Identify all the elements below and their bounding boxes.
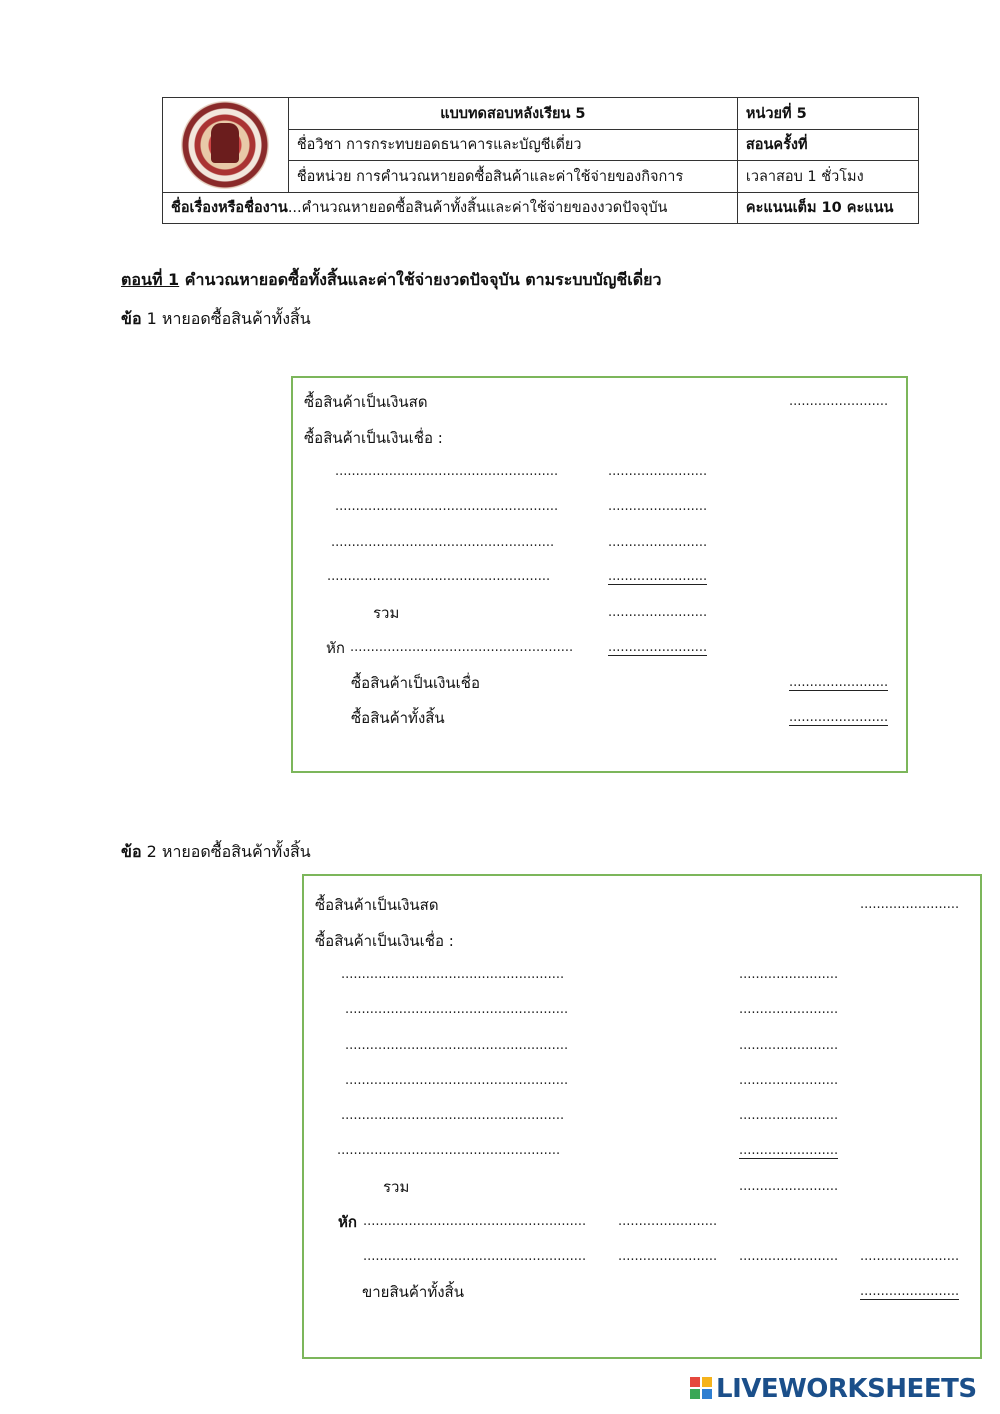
q2-less-label: หัก (338, 1213, 357, 1231)
q2-adjust-amount-1[interactable]: ........................ (618, 1249, 718, 1264)
part-label: ตอนที่ 1 (121, 270, 180, 289)
teaching-session: สอนครั้งที่ (737, 129, 918, 161)
q1-total-amount[interactable]: ........................ (608, 605, 708, 620)
q2-credit-item-2[interactable]: ...................................................... (345, 1002, 569, 1017)
q1-credit-amount-2[interactable]: ........................ (608, 499, 708, 514)
q2-label: ข้อ (121, 842, 142, 861)
topic-text: ...คำนวณหายอดซื้อสินค้าทั้งสิ้นและค่าใช้จ่ายของงวดปัจจุบัน (287, 200, 668, 217)
q1-credit-purchase-result-amount[interactable]: ........................ (789, 675, 889, 690)
q2-adjust-amount-3[interactable]: ........................ (860, 1249, 960, 1264)
q2-credit-amount-5[interactable]: ........................ (739, 1108, 839, 1123)
q1-credit-amount-3[interactable]: ........................ (608, 535, 708, 550)
q2-total-label: รวม (383, 1178, 410, 1196)
header-table (162, 97, 919, 224)
q2-credit-purchase-label: ซื้อสินค้าเป็นเงินเชื่อ : (315, 932, 454, 950)
full-score: คะแนนเต็ม 10 คะแนน (737, 192, 918, 224)
q2-less-item[interactable]: ...................................................... (363, 1214, 587, 1229)
q2-total-amount[interactable]: ........................ (739, 1179, 839, 1194)
subject-name: ชื่อวิชา การกระทบยอดธนาคารและบัญชีเดี่ยว (288, 129, 737, 161)
liveworksheets-mark-icon (690, 1377, 712, 1399)
q1-credit-item-3[interactable]: ...................................................... (331, 535, 555, 550)
part-text: คำนวณหายอดซื้อทั้งสิ้นและค่าใช้จ่ายงวดปัจจุบัน ตามระบบบัญชีเดี่ยว (179, 270, 662, 289)
q2-credit-amount-2[interactable]: ........................ (739, 1002, 839, 1017)
unit-name: ชื่อหน่วย การคำนวณหายอดซื้อสินค้าและค่าใช้จ่ายของกิจการ (288, 161, 737, 193)
q2-less-amount[interactable]: ........................ (618, 1214, 718, 1229)
q1-credit-amount-4[interactable]: ........................ (608, 569, 708, 584)
q1-credit-purchase-result-label: ซื้อสินค้าเป็นเงินเชื่อ (351, 674, 480, 692)
q2-credit-item-4[interactable]: ...................................................... (345, 1073, 569, 1088)
q1-credit-item-2[interactable]: ...................................................... (335, 499, 559, 514)
q2-credit-amount-6[interactable]: ........................ (739, 1143, 839, 1158)
q1-total-label: รวม (373, 604, 400, 622)
q1-credit-item-4[interactable]: ...................................................... (327, 569, 551, 584)
q1-heading (121, 307, 311, 332)
q1-less-label: หัก (326, 639, 345, 657)
q2-cash-purchase-amount[interactable]: ........................ (860, 897, 960, 912)
q2-credit-amount-3[interactable]: ........................ (739, 1038, 839, 1053)
liveworksheets-logo (690, 1374, 977, 1404)
part-heading (121, 268, 662, 293)
q2-adjust-amount-2[interactable]: ........................ (739, 1249, 839, 1264)
q1-label: ข้อ (121, 309, 142, 328)
q1-credit-purchase-label: ซื้อสินค้าเป็นเงินเชื่อ : (304, 429, 443, 447)
topic-label: ชื่อเรื่องหรือชื่องาน (171, 200, 288, 217)
q2-adjust-item[interactable]: ...................................................... (363, 1249, 587, 1264)
exam-time: เวลาสอบ 1 ชั่วโมง (737, 161, 918, 193)
q2-credit-amount-4[interactable]: ........................ (739, 1073, 839, 1088)
q2-text: 2 หายอดซื้อสินค้าทั้งสิ้น (141, 842, 311, 861)
q2-credit-item-6[interactable]: ...................................................... (337, 1143, 561, 1158)
q1-credit-amount-1[interactable]: ........................ (608, 464, 708, 479)
q1-cash-purchase-label: ซื้อสินค้าเป็นเงินสด (304, 393, 428, 411)
q2-total-sales-label: ขายสินค้าทั้งสิ้น (362, 1283, 464, 1301)
q2-credit-item-5[interactable]: ...................................................... (341, 1108, 565, 1123)
liveworksheets-wordmark: LIVEWORKSHEETS (716, 1374, 977, 1404)
q2-total-sales-amount[interactable]: ........................ (860, 1284, 960, 1299)
college-seal-logo (181, 101, 269, 189)
q1-cash-purchase-amount[interactable]: ........................ (789, 394, 889, 409)
q2-credit-item-1[interactable]: ...................................................... (341, 967, 565, 982)
q1-credit-item-1[interactable]: ...................................................... (335, 464, 559, 479)
exam-title: แบบทดสอบหลังเรียน 5 (288, 98, 737, 130)
q1-total-purchase-label: ซื้อสินค้าทั้งสิ้น (351, 709, 445, 727)
unit-number: หน่วยที่ 5 (737, 98, 918, 130)
topic-row (163, 192, 738, 224)
q2-credit-item-3[interactable]: ...................................................... (345, 1038, 569, 1053)
q1-total-purchase-amount[interactable]: ........................ (789, 710, 889, 725)
q2-cash-purchase-label: ซื้อสินค้าเป็นเงินสด (315, 896, 439, 914)
q1-less-amount[interactable]: ........................ (608, 640, 708, 655)
q2-credit-amount-1[interactable]: ........................ (739, 967, 839, 982)
q2-heading (121, 840, 311, 865)
q1-less-item[interactable]: ...................................................... (350, 640, 574, 655)
logo-cell (163, 98, 289, 193)
q1-text: 1 หายอดซื้อสินค้าทั้งสิ้น (141, 309, 311, 328)
